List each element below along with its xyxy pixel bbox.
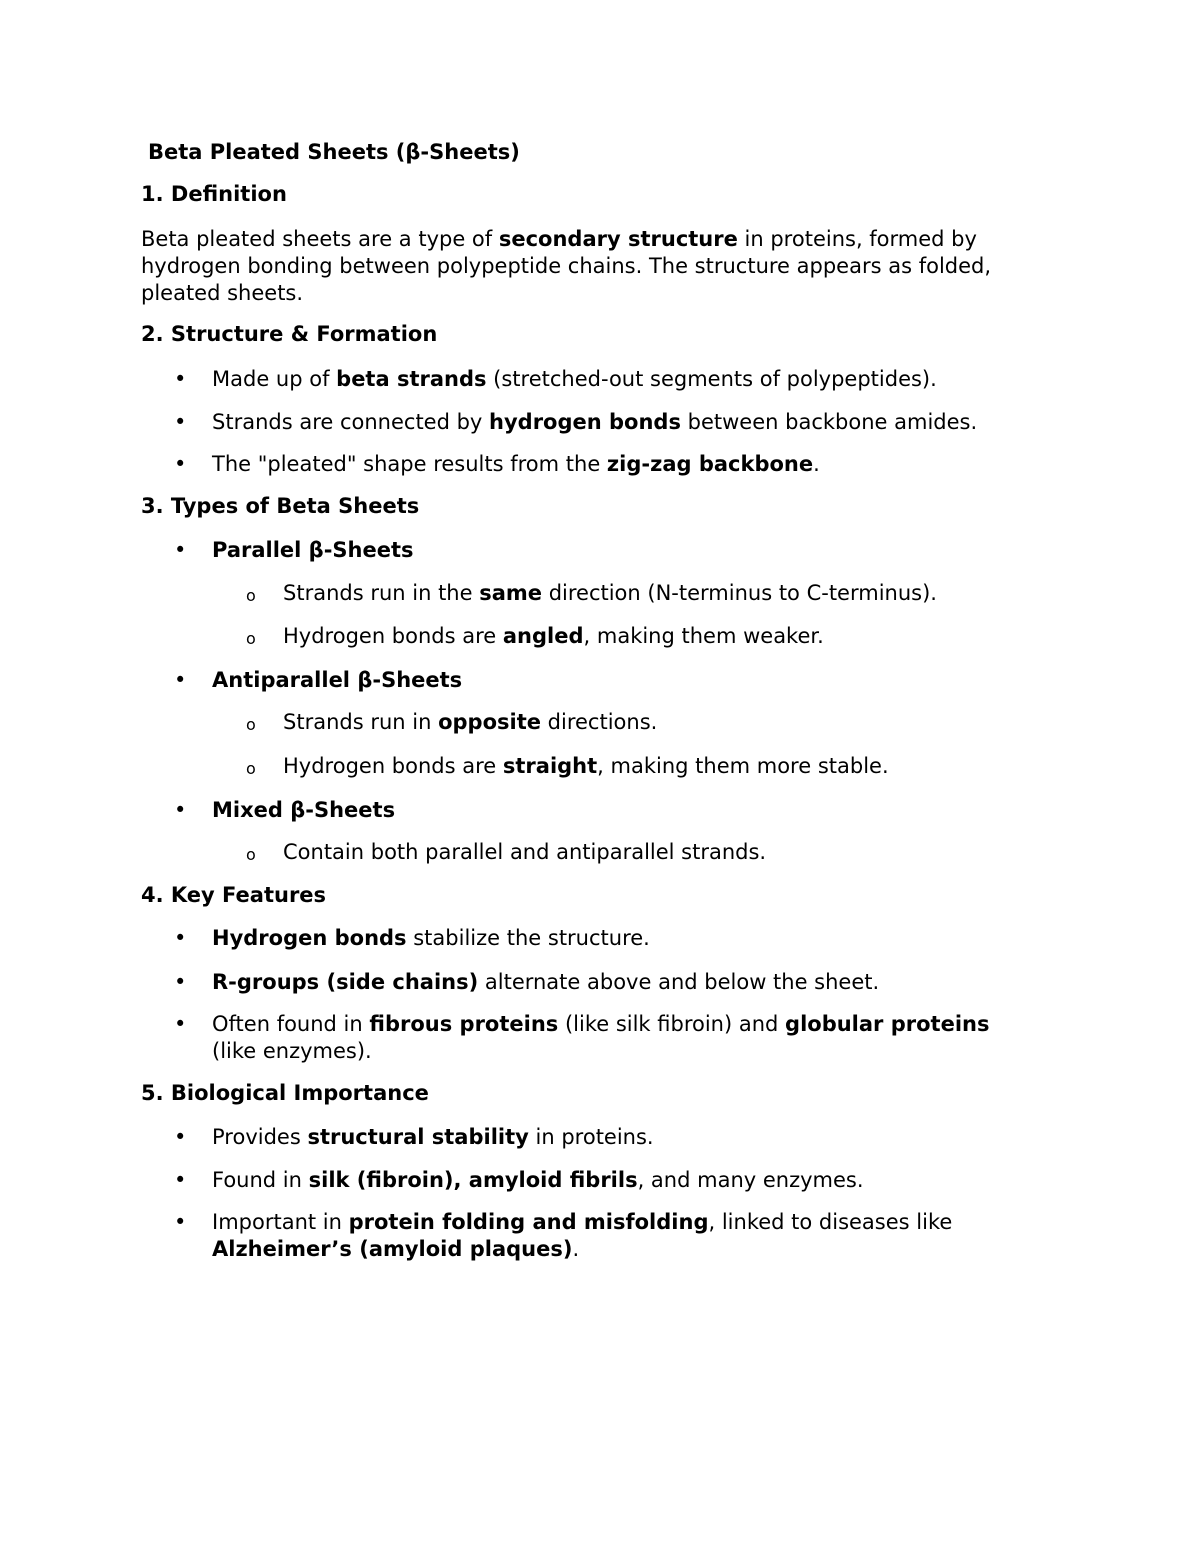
section-heading-definition: 1. Definition (141, 182, 287, 206)
list-item (174, 409, 1032, 436)
sub-bullet-icon: o (246, 715, 256, 734)
bullet-icon: • (174, 1125, 187, 1149)
text-run: in proteins. (528, 1125, 654, 1149)
bold-term: secondary structure (498, 227, 738, 251)
bold-term: Hydrogen bonds (212, 926, 407, 950)
text-run: The "pleated" shape results from the (212, 452, 607, 476)
bullet-icon: • (174, 367, 187, 391)
bold-term: straight (502, 754, 598, 778)
sub-list-item (246, 709, 1043, 736)
bullet-icon: • (174, 798, 187, 822)
sub-bullet-icon: o (246, 586, 256, 605)
text-run: Important in (212, 1210, 349, 1234)
section-heading-types: 3. Types of Beta Sheets (141, 494, 420, 518)
text-run: Beta pleated sheets are a type of (141, 227, 499, 251)
list-item (174, 366, 1032, 393)
text-run: , making them weaker. (583, 624, 824, 648)
bullet-icon: • (174, 668, 187, 692)
bold-term: structural stability (307, 1125, 529, 1149)
text-run: between backbone amides. (680, 410, 978, 434)
bullet-icon: • (174, 970, 187, 994)
text-run: Strands are connected by (212, 410, 490, 434)
text-run: Strands run in (283, 710, 439, 734)
bullet-icon: • (174, 538, 187, 562)
bold-term: globular proteins (785, 1012, 990, 1036)
bullet-icon: • (174, 926, 187, 950)
section-heading-features: 4. Key Features (141, 883, 327, 907)
text-run: (stretched-out segments of polypeptides). (486, 367, 937, 391)
document-title: Beta Pleated Sheets (β-Sheets) (148, 140, 520, 164)
text-run: , and many enzymes. (637, 1168, 864, 1192)
list-item-mixed (174, 797, 1032, 824)
bold-term: R-groups (side chains) (212, 970, 479, 994)
text-run: . (813, 452, 820, 476)
list-item (174, 1209, 1032, 1263)
definition-paragraph (141, 226, 1041, 307)
bold-term: protein folding and misfolding (348, 1210, 709, 1234)
bold-term: hydrogen bonds (489, 410, 681, 434)
text-run: in proteins, formed by hydrogen bonding between polypeptide chains. The structure appears as folded, pleated sheets. (141, 227, 992, 305)
text-run: (like silk fibroin) and (558, 1012, 786, 1036)
bold-term: beta strands (336, 367, 487, 391)
text-run: stabilize the structure. (406, 926, 650, 950)
sub-bullet-icon: o (246, 845, 256, 864)
text-run: direction (N-terminus to C-terminus). (542, 581, 937, 605)
list-item (174, 1011, 1032, 1065)
bold-term: Mixed β-Sheets (212, 798, 396, 822)
text-run: (like enzymes). (212, 1039, 372, 1063)
bullet-icon: • (174, 1210, 187, 1234)
list-item (174, 451, 1032, 478)
bold-term: Antiparallel β-Sheets (212, 668, 463, 692)
list-item-antiparallel (174, 667, 1032, 694)
text-run: . (572, 1237, 580, 1261)
bold-term: zig-zag backbone (606, 452, 814, 476)
list-item (174, 1167, 1032, 1194)
bullet-icon: • (174, 410, 187, 434)
sub-bullet-icon: o (246, 629, 256, 648)
text-run: Contain both parallel and antiparallel strands. (283, 840, 767, 864)
sub-bullet-icon: o (246, 759, 256, 778)
text-run: Often found in (212, 1012, 370, 1036)
sub-list-item (246, 753, 1043, 780)
bold-term: angled (502, 624, 584, 648)
sub-list-item (246, 839, 1043, 866)
text-run: directions. (540, 710, 658, 734)
text-run: Strands run in the (283, 581, 480, 605)
text-run: Found in (212, 1168, 309, 1192)
text-run: Provides (212, 1125, 308, 1149)
text-run: , linked to diseases like (708, 1210, 953, 1234)
bold-term: opposite (438, 710, 541, 734)
bullet-icon: • (174, 1168, 187, 1192)
section-heading-structure: 2. Structure & Formation (141, 322, 438, 346)
list-item (174, 925, 1032, 952)
section-heading-importance: 5. Biological Importance (141, 1081, 429, 1105)
bold-term: silk (fibroin), amyloid fibrils (308, 1168, 638, 1192)
bullet-icon: • (174, 1012, 187, 1036)
text-run: , making them more stable. (597, 754, 889, 778)
bold-term: fibrous proteins (369, 1012, 559, 1036)
text-run: Hydrogen bonds are (283, 624, 503, 648)
text-run: alternate above and below the sheet. (478, 970, 880, 994)
sub-list-item (246, 580, 1043, 607)
text-run: Made up of (212, 367, 337, 391)
bullet-icon: • (174, 452, 187, 476)
list-item (174, 969, 1032, 996)
bold-term: Parallel β-Sheets (212, 538, 414, 562)
bold-term: Alzheimer’s (amyloid plaques) (212, 1237, 573, 1261)
bold-term: same (479, 581, 543, 605)
sub-list-item (246, 623, 1043, 650)
text-run: Hydrogen bonds are (283, 754, 503, 778)
list-item (174, 1124, 1032, 1151)
list-item-parallel (174, 537, 1032, 564)
